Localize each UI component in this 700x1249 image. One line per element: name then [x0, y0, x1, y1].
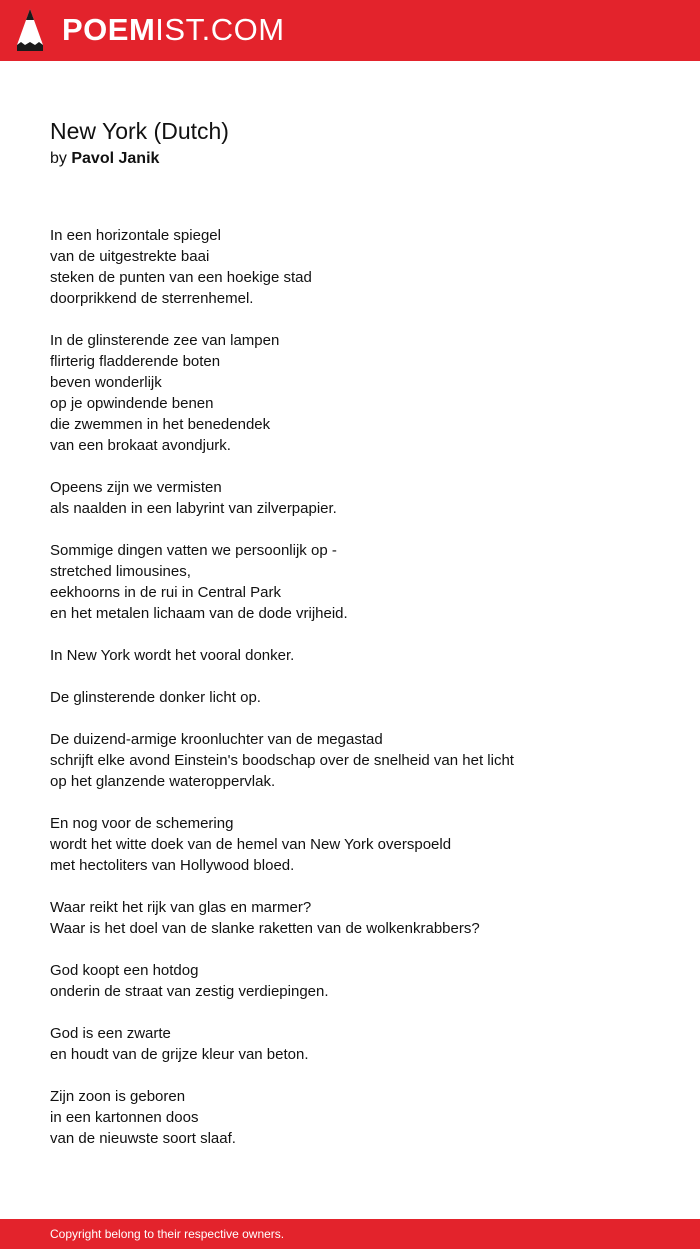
- poem-line: in een kartonnen doos: [50, 1109, 199, 1126]
- poem-line: van de uitgestrekte baai: [50, 248, 210, 265]
- poem-line: wordt het witte doek van de hemel van New York overspoeld: [50, 836, 452, 853]
- poem-line: In een horizontale spiegel: [50, 227, 221, 244]
- poem-body: [50, 225, 650, 1149]
- poem-line: van de nieuwste soort slaaf.: [50, 1130, 236, 1147]
- pencil-logo-icon[interactable]: [17, 9, 43, 51]
- poem-line: en het metalen lichaam van de dode vrijheid.: [50, 605, 348, 622]
- poem-line: van een brokaat avondjurk.: [50, 437, 231, 454]
- poem-line: flirterig fladderende boten: [50, 353, 221, 370]
- poem-line: Waar is het doel van de slanke raketten van de wolkenkrabbers?: [50, 920, 480, 937]
- poem-line: In New York wordt het vooral donker.: [50, 647, 295, 664]
- poem-stanza: [50, 687, 650, 708]
- poem-line: Waar reikt het rijk van glas en marmer?: [50, 899, 312, 916]
- site-header: [0, 0, 700, 61]
- poem-line: De glinsterende donker licht op.: [50, 689, 261, 706]
- poem-stanza: [50, 645, 650, 666]
- poem-line: En nog voor de schemering: [50, 815, 234, 832]
- poem-line: die zwemmen in het benedendek: [50, 416, 271, 433]
- poem-line: Sommige dingen vatten we persoonlijk op -: [50, 542, 337, 559]
- poem-stanza: [50, 330, 650, 456]
- poem-line: Zijn zoon is geboren: [50, 1088, 186, 1105]
- poem-line: als naalden in een labyrint van zilverpapier.: [50, 500, 337, 517]
- poem-line: op je opwindende benen: [50, 395, 214, 412]
- poem-line: God is een zwarte: [50, 1025, 171, 1042]
- poem-line: steken de punten van een hoekige stad: [50, 269, 312, 286]
- poem-line: schrijft elke avond Einstein's boodschap over de snelheid van het licht: [50, 752, 514, 769]
- poem-line: Opeens zijn we vermisten: [50, 479, 222, 496]
- poem-line: De duizend-armige kroonluchter van de megastad: [50, 731, 383, 748]
- poem-stanza: [50, 1023, 650, 1065]
- poem-line: God koopt een hotdog: [50, 962, 199, 979]
- poem-title: New York (Dutch): [50, 118, 229, 144]
- poem-stanza: [50, 729, 650, 792]
- logo-text-bold: POEM: [62, 12, 156, 47]
- poem-line: met hectoliters van Hollywood bloed.: [50, 857, 295, 874]
- poem-content: [50, 116, 650, 1170]
- by-label: by: [50, 150, 67, 167]
- copyright-text: Copyright belong to their respective owners.: [50, 1227, 285, 1241]
- poem-author: Pavol Janik: [71, 150, 160, 167]
- poem-line: beven wonderlijk: [50, 374, 162, 391]
- poem-line: eekhoorns in de rui in Central Park: [50, 584, 281, 601]
- poem-stanza: [50, 897, 650, 939]
- logo-text-light: IST.COM: [155, 12, 285, 47]
- poem-line: doorprikkend de sterrenhemel.: [50, 290, 254, 307]
- poem-line: onderin de straat van zestig verdiepingen.: [50, 983, 329, 1000]
- site-logo[interactable]: [62, 12, 285, 48]
- poem-stanza: [50, 813, 650, 876]
- poem-line: In de glinsterende zee van lampen: [50, 332, 280, 349]
- poem-stanza: [50, 540, 650, 624]
- poem-line: op het glanzende wateroppervlak.: [50, 773, 276, 790]
- poem-byline: [50, 146, 650, 172]
- poem-stanza: [50, 477, 650, 519]
- poem-stanza: [50, 960, 650, 1002]
- poem-line: stretched limousines,: [50, 563, 191, 580]
- poem-line: en houdt van de grijze kleur van beton.: [50, 1046, 309, 1063]
- poem-stanza: [50, 225, 650, 309]
- poem-stanza: [50, 1086, 650, 1149]
- site-footer: [0, 1219, 700, 1249]
